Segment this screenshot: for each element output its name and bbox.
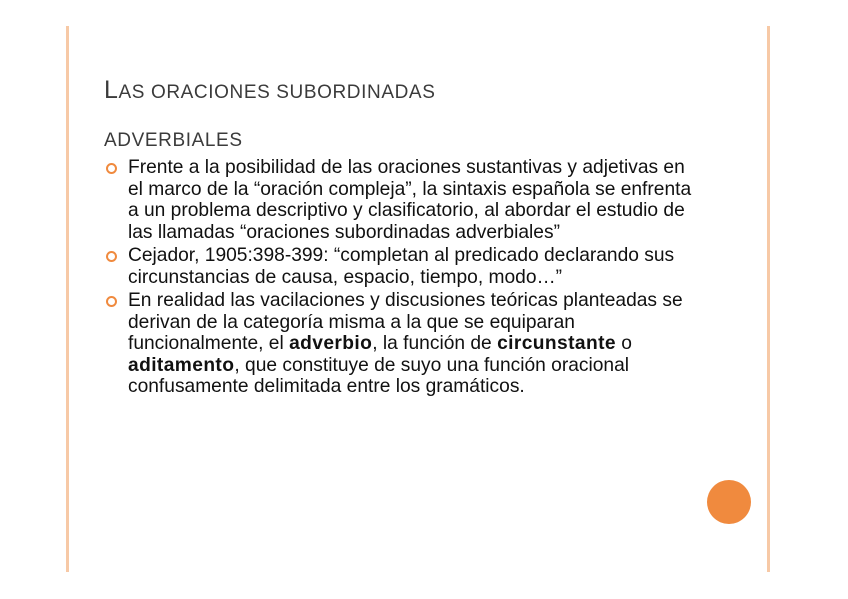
left-vertical-rule — [66, 26, 69, 572]
bullet-list — [104, 157, 704, 400]
bullet-circle-icon — [106, 163, 117, 174]
decorative-orange-circle — [707, 480, 751, 524]
bullet-item-1 — [104, 157, 704, 243]
bullet-circle-icon — [106, 296, 117, 307]
title-initial: L — [104, 76, 119, 104]
bullet-text-1: Frente a la posibilidad de las oraciones sustantivas y adjetivas en el marco de la “oración compleja”, la sintaxis española se enfrenta a un problema descriptivo y clasificatorio, al abordar el estudio de las llamadas “oraciones subordinadas adverbiales” — [128, 157, 692, 243]
bullet-circle-icon — [106, 251, 117, 262]
term-adverbio: adverbio — [289, 333, 373, 354]
bullet-text-2: Cejador, 1905:398-399: “completan al predicado declarando sus circunstancias de causa, espacio, tiempo, modo…” — [128, 245, 675, 288]
term-aditamento: aditamento — [128, 354, 235, 376]
bullet-item-2 — [104, 245, 704, 288]
right-vertical-rule — [767, 26, 770, 572]
bullet-text-3-part-1: En realidad las vacilaciones y discusiones teóricas planteadas se derivan de la categoría misma a la que se equiparan funcionalmente, el — [128, 290, 683, 354]
slide-title — [104, 66, 704, 162]
title-line-2: ADVERBIALES — [104, 130, 243, 151]
bullet-item-3 — [104, 290, 704, 398]
term-circunstante: circunstante — [497, 333, 616, 354]
bullet-text-3-part-4: , que constituye de suyo una función oracional confusamente delimitada entre los gramáticos. — [128, 354, 630, 397]
bullet-text-3-part-2: , la función de — [372, 333, 498, 354]
title-line-1: AS ORACIONES SUBORDINADAS — [118, 82, 436, 103]
bullet-text-3-part-3: o — [615, 333, 632, 354]
